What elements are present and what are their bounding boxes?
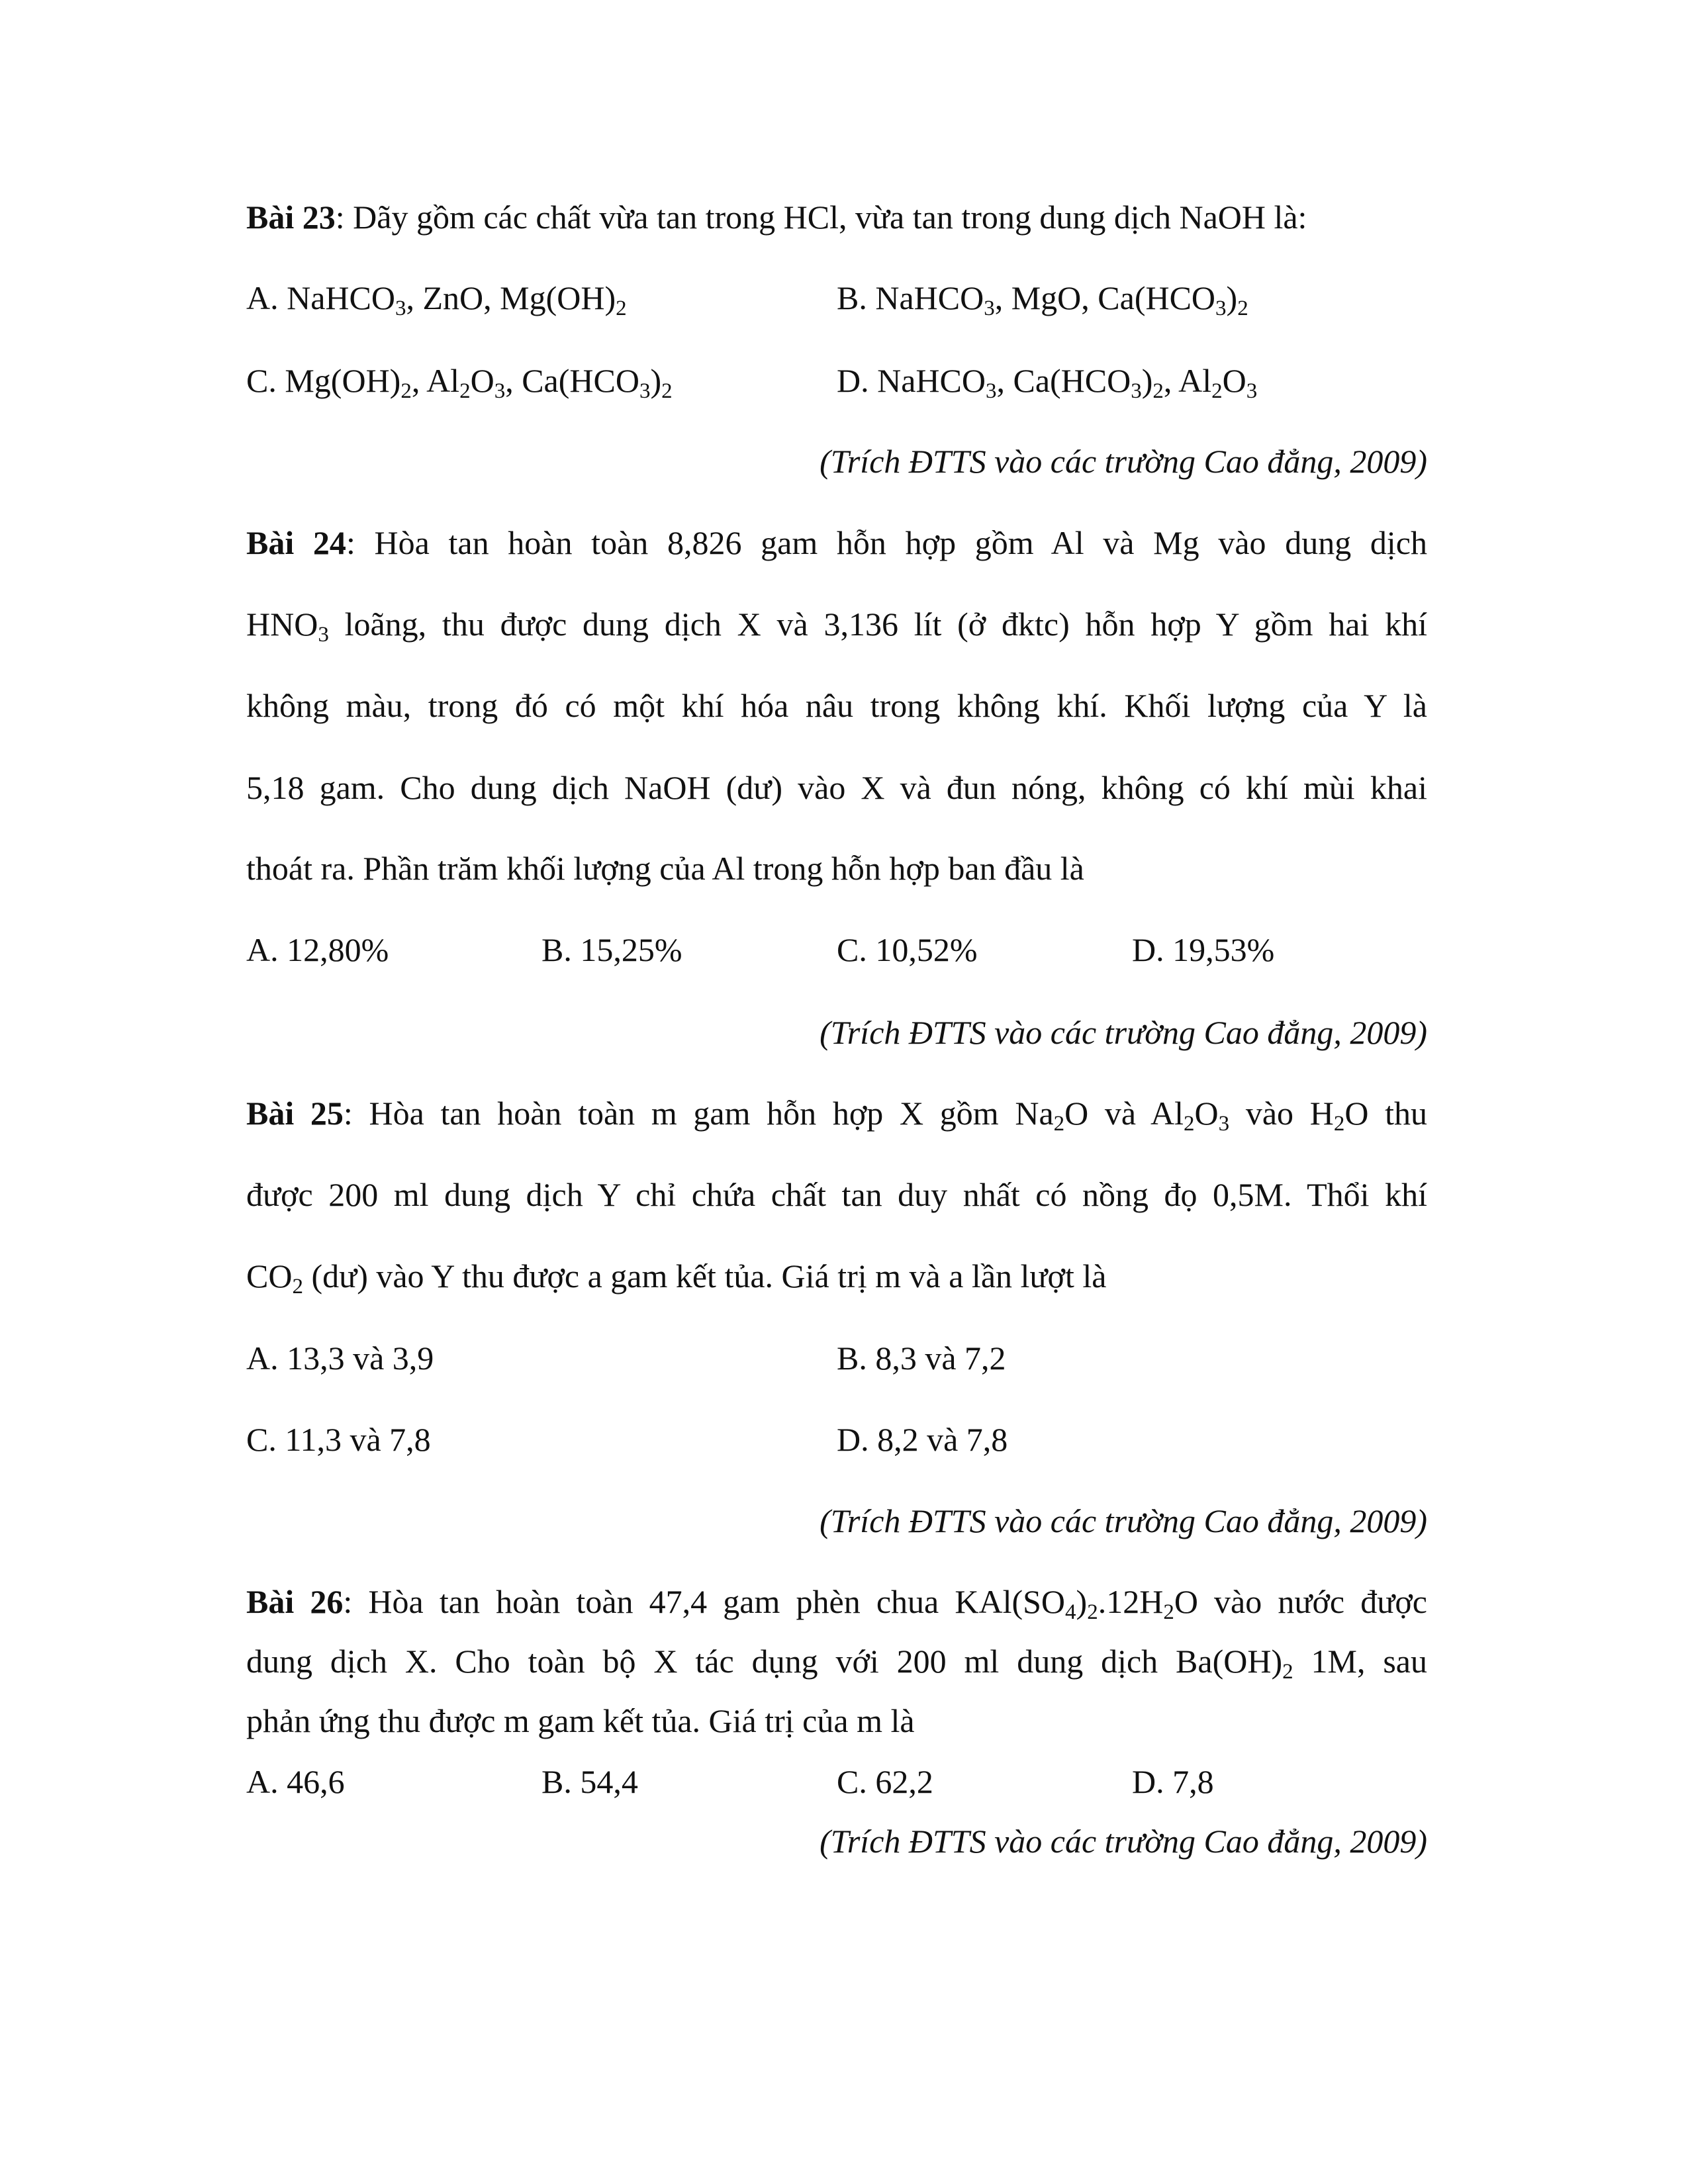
- bai25-option-b: B. 8,3 và 7,2: [837, 1340, 1006, 1377]
- bai23-question: [246, 197, 1427, 237]
- bai24-line3: không màu, trong đó có một khí hóa nâu trong không khí. Khối lượng của Y là: [246, 687, 1427, 724]
- bai25-line2: được 200 ml dung dịch Y chỉ chứa chất tan duy nhất có nồng đọ 0,5M. Thổi khí: [246, 1176, 1427, 1213]
- bai25-option-d: D. 8,2 và 7,8: [837, 1421, 1008, 1458]
- bai23-option-d: D. NaHCO$_3$, $Ca(HCO_3)_2$, $Al_2O_3$: [837, 362, 1258, 403]
- bai25-line1: Bài 25: Hòa tan hoàn toàn m gam hỗn hợp X gồm $Na_2O$ và $Al_2O_3$ vào $H_2O$ thu: [246, 1095, 1427, 1136]
- bai24-line5: thoát ra. Phần trăm khối lượng của Al trong hỗn hợp ban đầu là: [246, 850, 1084, 887]
- bai26-line2: dung dịch X. Cho toàn bộ X tác dụng với 200 ml dung dịch $Ba(OH)_2$ 1M, sau: [246, 1643, 1427, 1684]
- bai26-option-b: B. 54,4: [541, 1763, 638, 1800]
- bai24-line1: Bài 24: Hòa tan hoàn toàn 8,826 gam hỗn hợp gồm Al và Mg vào dung dịch: [246, 524, 1427, 561]
- bai23-source: (Trích ĐTTS vào các trường Cao đẳng, 2009): [820, 443, 1427, 480]
- bai26-option-d: D. 7,8: [1132, 1763, 1214, 1800]
- bai23-option-c: C. $Mg(OH)_2$, $Al_2O_3$, $Ca(HCO_3)_2$: [246, 362, 673, 403]
- bai23-option-b: B. NaHCO$_3$, MgO, $Ca(HCO_3)_2$: [837, 279, 1248, 320]
- bai23-label: Bài 23: [246, 199, 336, 236]
- bai25-line3: $CO_2$ (dư) vào Y thu được a gam kết tủa. Giá trị m và a lần lượt là: [246, 1257, 1107, 1298]
- document-page: [246, 0, 1427, 2184]
- bai26-option-c: C. 62,2: [837, 1763, 933, 1800]
- bai24-line2: $HNO_3$ loãng, thu được dung dịch X và 3,136 lít (ở đktc) hỗn hợp Y gồm hai khí: [246, 606, 1427, 647]
- bai24-source: (Trích ĐTTS vào các trường Cao đẳng, 2009): [820, 1014, 1427, 1051]
- bai26-line1: Bài 26: Hòa tan hoàn toàn 47,4 gam phèn chua $KAl(SO_4)_2.12H_2O$ vào nước được: [246, 1583, 1427, 1624]
- bai24-option-b: B. 15,25%: [541, 931, 682, 968]
- bai25-source: (Trích ĐTTS vào các trường Cao đẳng, 2009): [820, 1502, 1427, 1539]
- bai25-label: Bài 25: [246, 1095, 344, 1132]
- bai24-label: Bài 24: [246, 524, 346, 561]
- bai24-option-c: C. 10,52%: [837, 931, 978, 968]
- bai24-option-a: A. 12,80%: [246, 931, 389, 968]
- bai25-option-c: C. 11,3 và 7,8: [246, 1421, 431, 1458]
- bai26-option-a: A. 46,6: [246, 1763, 345, 1800]
- bai26-label: Bài 26: [246, 1583, 344, 1620]
- bai26-line3: phản ứng thu được m gam kết tủa. Giá trị của m là: [246, 1702, 915, 1739]
- bai24-line4: 5,18 gam. Cho dung dịch NaOH (dư) vào X và đun nóng, không có khí mùi khai: [246, 769, 1427, 806]
- bai24-option-d: D. 19,53%: [1132, 931, 1275, 968]
- bai23-option-a: A. NaHCO$_3$, ZnO, $Mg(OH)_2$: [246, 279, 627, 320]
- bai25-option-a: A. 13,3 và 3,9: [246, 1340, 434, 1377]
- bai23-question-text: : Dãy gồm các chất vừa tan trong HCl, vừa tan trong dung dịch NaOH là:: [335, 199, 1307, 236]
- bai26-source: (Trích ĐTTS vào các trường Cao đẳng, 2009): [820, 1823, 1427, 1860]
